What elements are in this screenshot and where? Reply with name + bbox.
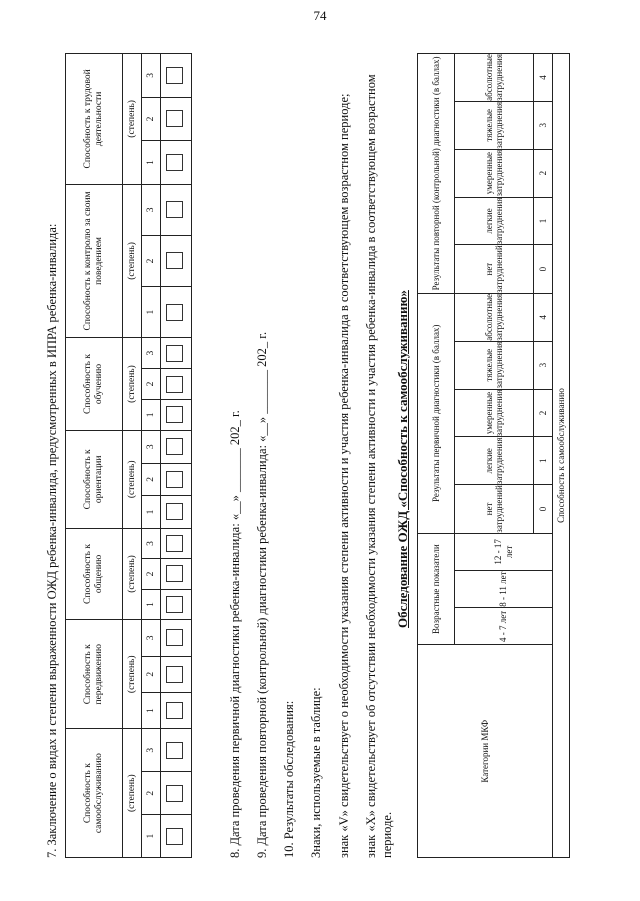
- rotated-page-content: [45, 48, 590, 858]
- score-cell: 1: [534, 197, 553, 245]
- score-cell: 0: [534, 245, 553, 294]
- degree-checkbox[interactable]: [166, 67, 183, 84]
- sign-v-explanation: знак «V» свидетельствует о необходимости указания степени активности и участия ребенка-инвалида в соответствующем возрастном периоде;: [337, 93, 351, 858]
- score-cell: 4: [534, 293, 553, 341]
- degree-number: 2: [142, 656, 161, 692]
- repeat-results-header: Результаты повторной (контрольной) диагностики (в баллах): [418, 54, 455, 294]
- degree-checkbox[interactable]: [166, 376, 183, 393]
- degree-label: (степень): [123, 729, 142, 858]
- degree-checkbox[interactable]: [166, 535, 183, 552]
- checkbox-cell: [161, 589, 192, 619]
- level-severe: тяжелые затруднения: [455, 101, 534, 149]
- section-7-title: 7. Заключение о видах и степени выраженности ОЖД ребенка-инвалида, предусмотренных в ИПРА ребенка-инвалида:: [45, 223, 59, 858]
- level-none: нет затруднений: [455, 485, 534, 534]
- checkbox-cell: [161, 528, 192, 558]
- degree-checkbox[interactable]: [166, 110, 183, 127]
- score-cell: 3: [534, 101, 553, 149]
- table2-header-row-1: [418, 54, 455, 858]
- score-cell: 4: [534, 54, 553, 102]
- table1-checkbox-row: [161, 54, 192, 858]
- level-moderate: умеренные затруднения: [455, 149, 534, 197]
- age-indicators-header: Возрастные показатели: [418, 533, 455, 645]
- level-absolute: абсолютные затруднения: [455, 293, 534, 341]
- degree-checkbox[interactable]: [166, 565, 183, 582]
- degree-label: (степень): [123, 338, 142, 431]
- checkbox-cell: [161, 729, 192, 772]
- degree-number: 2: [142, 97, 161, 141]
- degree-number: 1: [142, 496, 161, 529]
- score-cell: 2: [534, 149, 553, 197]
- score-cell: 3: [534, 341, 553, 389]
- degree-number: 2: [142, 772, 161, 815]
- degree-checkbox[interactable]: [166, 154, 183, 171]
- checkbox-cell: [161, 772, 192, 815]
- sign-x-explanation: знак «X» свидетельствует об отсутствии необходимости указания степени активности и участия ребенка-инвалида в соответствующем возрастном периоде.: [364, 74, 394, 858]
- degree-number: 1: [142, 287, 161, 338]
- level-mild: легкие затруднения: [455, 437, 534, 485]
- primary-results-header: Результаты первичной диагностики (в баллах): [418, 293, 455, 533]
- checkbox-cell: [161, 97, 192, 141]
- degree-number: 3: [142, 54, 161, 98]
- score-cell: 1: [534, 437, 553, 485]
- degree-label: (степень): [123, 620, 142, 729]
- degree-checkbox[interactable]: [166, 702, 183, 719]
- degree-checkbox[interactable]: [166, 438, 183, 455]
- table1-degree-row: [123, 54, 142, 858]
- checkbox-cell: [161, 656, 192, 692]
- checkbox-cell: [161, 620, 192, 656]
- age-4-7: 4 - 7 лет: [455, 608, 553, 645]
- col-self-care: Способность к самообслуживанию: [66, 729, 123, 858]
- degree-number: 1: [142, 589, 161, 619]
- table-signs-title: Знаки, используемые в таблице:: [309, 687, 323, 858]
- col-learning: Способность к обучению: [66, 338, 123, 431]
- col-movement: Способность к передвижению: [66, 620, 123, 729]
- level-absolute: абсолютные затруднения: [455, 54, 534, 102]
- degree-number: 1: [142, 141, 161, 185]
- degree-number: 2: [142, 559, 161, 589]
- primary-diagnostics-date-line: 8. Дата проведения первичной диагностики ребенка-инвалида: «__» _______ 202_ г.: [228, 410, 242, 858]
- degree-checkbox[interactable]: [166, 596, 183, 613]
- degree-number: 3: [142, 729, 161, 772]
- icf-category-header: Категории МКФ: [418, 645, 553, 858]
- checkbox-cell: [161, 338, 192, 369]
- disability-limitations-table: [65, 53, 192, 858]
- level-severe: тяжелые затруднения: [455, 341, 534, 389]
- degree-checkbox[interactable]: [166, 201, 183, 218]
- degree-number: 2: [142, 463, 161, 496]
- checkbox-cell: [161, 369, 192, 400]
- age-8-11: 8 - 11 лет: [455, 570, 553, 607]
- degree-number: 3: [142, 184, 161, 235]
- degree-checkbox[interactable]: [166, 471, 183, 488]
- degree-checkbox[interactable]: [166, 503, 183, 520]
- degree-number: 2: [142, 369, 161, 400]
- checkbox-cell: [161, 430, 192, 463]
- repeat-diagnostics-date-line: 9. Дата проведения повторной (контрольной) диагностики ребенка-инвалида: «__» _______ 202_ г.: [255, 331, 269, 858]
- degree-number: 3: [142, 620, 161, 656]
- checkbox-cell: [161, 287, 192, 338]
- degree-checkbox[interactable]: [166, 406, 183, 423]
- degree-label: (степень): [123, 528, 142, 619]
- level-moderate: умеренные затруднения: [455, 389, 534, 437]
- degree-number: 2: [142, 235, 161, 286]
- level-none: нет затруднений: [455, 245, 534, 294]
- col-communication: Способность к общению: [66, 528, 123, 619]
- degree-checkbox[interactable]: [166, 828, 183, 845]
- degree-checkbox[interactable]: [166, 345, 183, 362]
- degree-checkbox[interactable]: [166, 666, 183, 683]
- score-cell: 2: [534, 389, 553, 437]
- degree-number: 1: [142, 692, 161, 728]
- checkbox-cell: [161, 399, 192, 430]
- checkbox-cell: [161, 692, 192, 728]
- degree-checkbox[interactable]: [166, 785, 183, 802]
- score-cell: 0: [534, 485, 553, 534]
- col-behavior-control: Способность к контролю за своим поведением: [66, 184, 123, 337]
- degree-label: (степень): [123, 54, 142, 185]
- degree-number: 3: [142, 528, 161, 558]
- examination-results-label: 10. Результаты обследования:: [282, 700, 296, 858]
- checkbox-cell: [161, 496, 192, 529]
- page-number: 74: [313, 8, 327, 23]
- checkbox-cell: [161, 184, 192, 235]
- level-mild: легкие затруднения: [455, 197, 534, 245]
- checkbox-cell: [161, 141, 192, 185]
- degree-checkbox[interactable]: [166, 304, 183, 321]
- checkbox-cell: [161, 54, 192, 98]
- degree-checkbox[interactable]: [166, 742, 183, 759]
- col-orientation: Способность к ориентации: [66, 430, 123, 528]
- self-care-subsection: Способность к самообслуживанию: [553, 54, 570, 858]
- checkbox-cell: [161, 815, 192, 858]
- checkbox-cell: [161, 463, 192, 496]
- degree-number: 3: [142, 430, 161, 463]
- degree-number: 3: [142, 338, 161, 369]
- table1-number-row: [142, 54, 161, 858]
- degree-label: (степень): [123, 430, 142, 528]
- checkbox-cell: [161, 559, 192, 589]
- degree-label: (степень): [123, 184, 142, 337]
- degree-number: 1: [142, 399, 161, 430]
- degree-checkbox[interactable]: [166, 252, 183, 269]
- degree-number: 1: [142, 815, 161, 858]
- age-12-17: 12 - 17 лет: [455, 533, 553, 570]
- degree-checkbox[interactable]: [166, 629, 183, 646]
- table1-header-row: [66, 54, 123, 858]
- self-care-assessment-table: [417, 53, 570, 858]
- table2-subsection-row: [553, 54, 570, 858]
- checkbox-cell: [161, 235, 192, 286]
- col-work: Способность к трудовой деятельности: [66, 54, 123, 185]
- section-heading: Обследование ОЖД «Способность к самообслуживанию»: [395, 290, 410, 628]
